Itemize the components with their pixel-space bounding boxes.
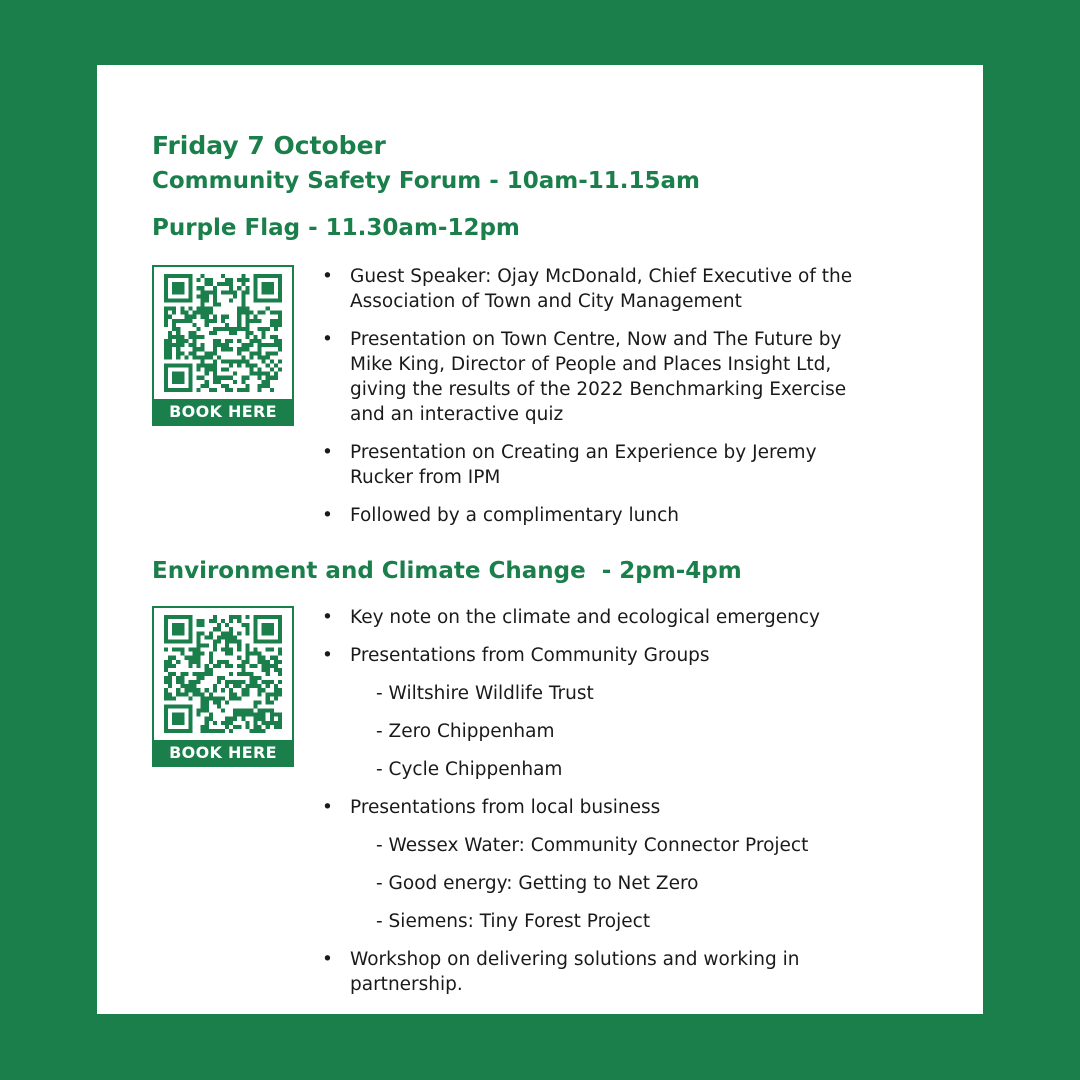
list-item: • Presentation on Town Centre, Now and The Future by Mike King, Director of People and Places Insight Ltd, giving the results of the 2022 Benchmarking Exercise and an interactive quiz bbox=[322, 327, 882, 427]
list-item: • Key note on the climate and ecological emergency bbox=[322, 605, 882, 630]
list-item: • Presentations from local business bbox=[322, 795, 882, 820]
environment-heading: Environment and Climate Change - 2pm-4pm bbox=[152, 558, 742, 584]
qr-code-icon bbox=[164, 274, 282, 392]
environment-book-qr[interactable] bbox=[152, 606, 294, 767]
purple-flag-book-qr[interactable] bbox=[152, 265, 294, 426]
business-item: - Siemens: Tiny Forest Project bbox=[376, 911, 651, 932]
list-item: • Presentations from Community Groups bbox=[322, 643, 882, 668]
purple-flag-list bbox=[322, 264, 882, 528]
day-heading: Friday 7 October bbox=[152, 131, 386, 160]
qr-code-icon bbox=[164, 615, 282, 733]
event-card bbox=[97, 65, 983, 1014]
community-group-item: - Wiltshire Wildlife Trust bbox=[376, 683, 594, 704]
purple-flag-heading: Purple Flag - 11.30am-12pm bbox=[152, 215, 520, 241]
book-here-button[interactable]: BOOK HERE bbox=[154, 740, 292, 765]
forum-heading: Community Safety Forum - 10am-11.15am bbox=[152, 168, 701, 194]
list-item: • Presentation on Creating an Experience by Jeremy Rucker from IPM bbox=[322, 440, 882, 490]
list-item: • Guest Speaker: Ojay McDonald, Chief Executive of the Association of Town and City Management bbox=[322, 264, 882, 314]
environment-list bbox=[322, 605, 882, 997]
business-item: - Good energy: Getting to Net Zero bbox=[376, 873, 699, 894]
book-here-button[interactable]: BOOK HERE bbox=[154, 399, 292, 424]
community-group-item: - Zero Chippenham bbox=[376, 721, 555, 742]
list-item: • Workshop on delivering solutions and working in partnership. bbox=[322, 947, 882, 997]
business-item: - Wessex Water: Community Connector Project bbox=[376, 835, 809, 856]
list-item: • Followed by a complimentary lunch bbox=[322, 503, 882, 528]
community-group-item: - Cycle Chippenham bbox=[376, 759, 563, 780]
